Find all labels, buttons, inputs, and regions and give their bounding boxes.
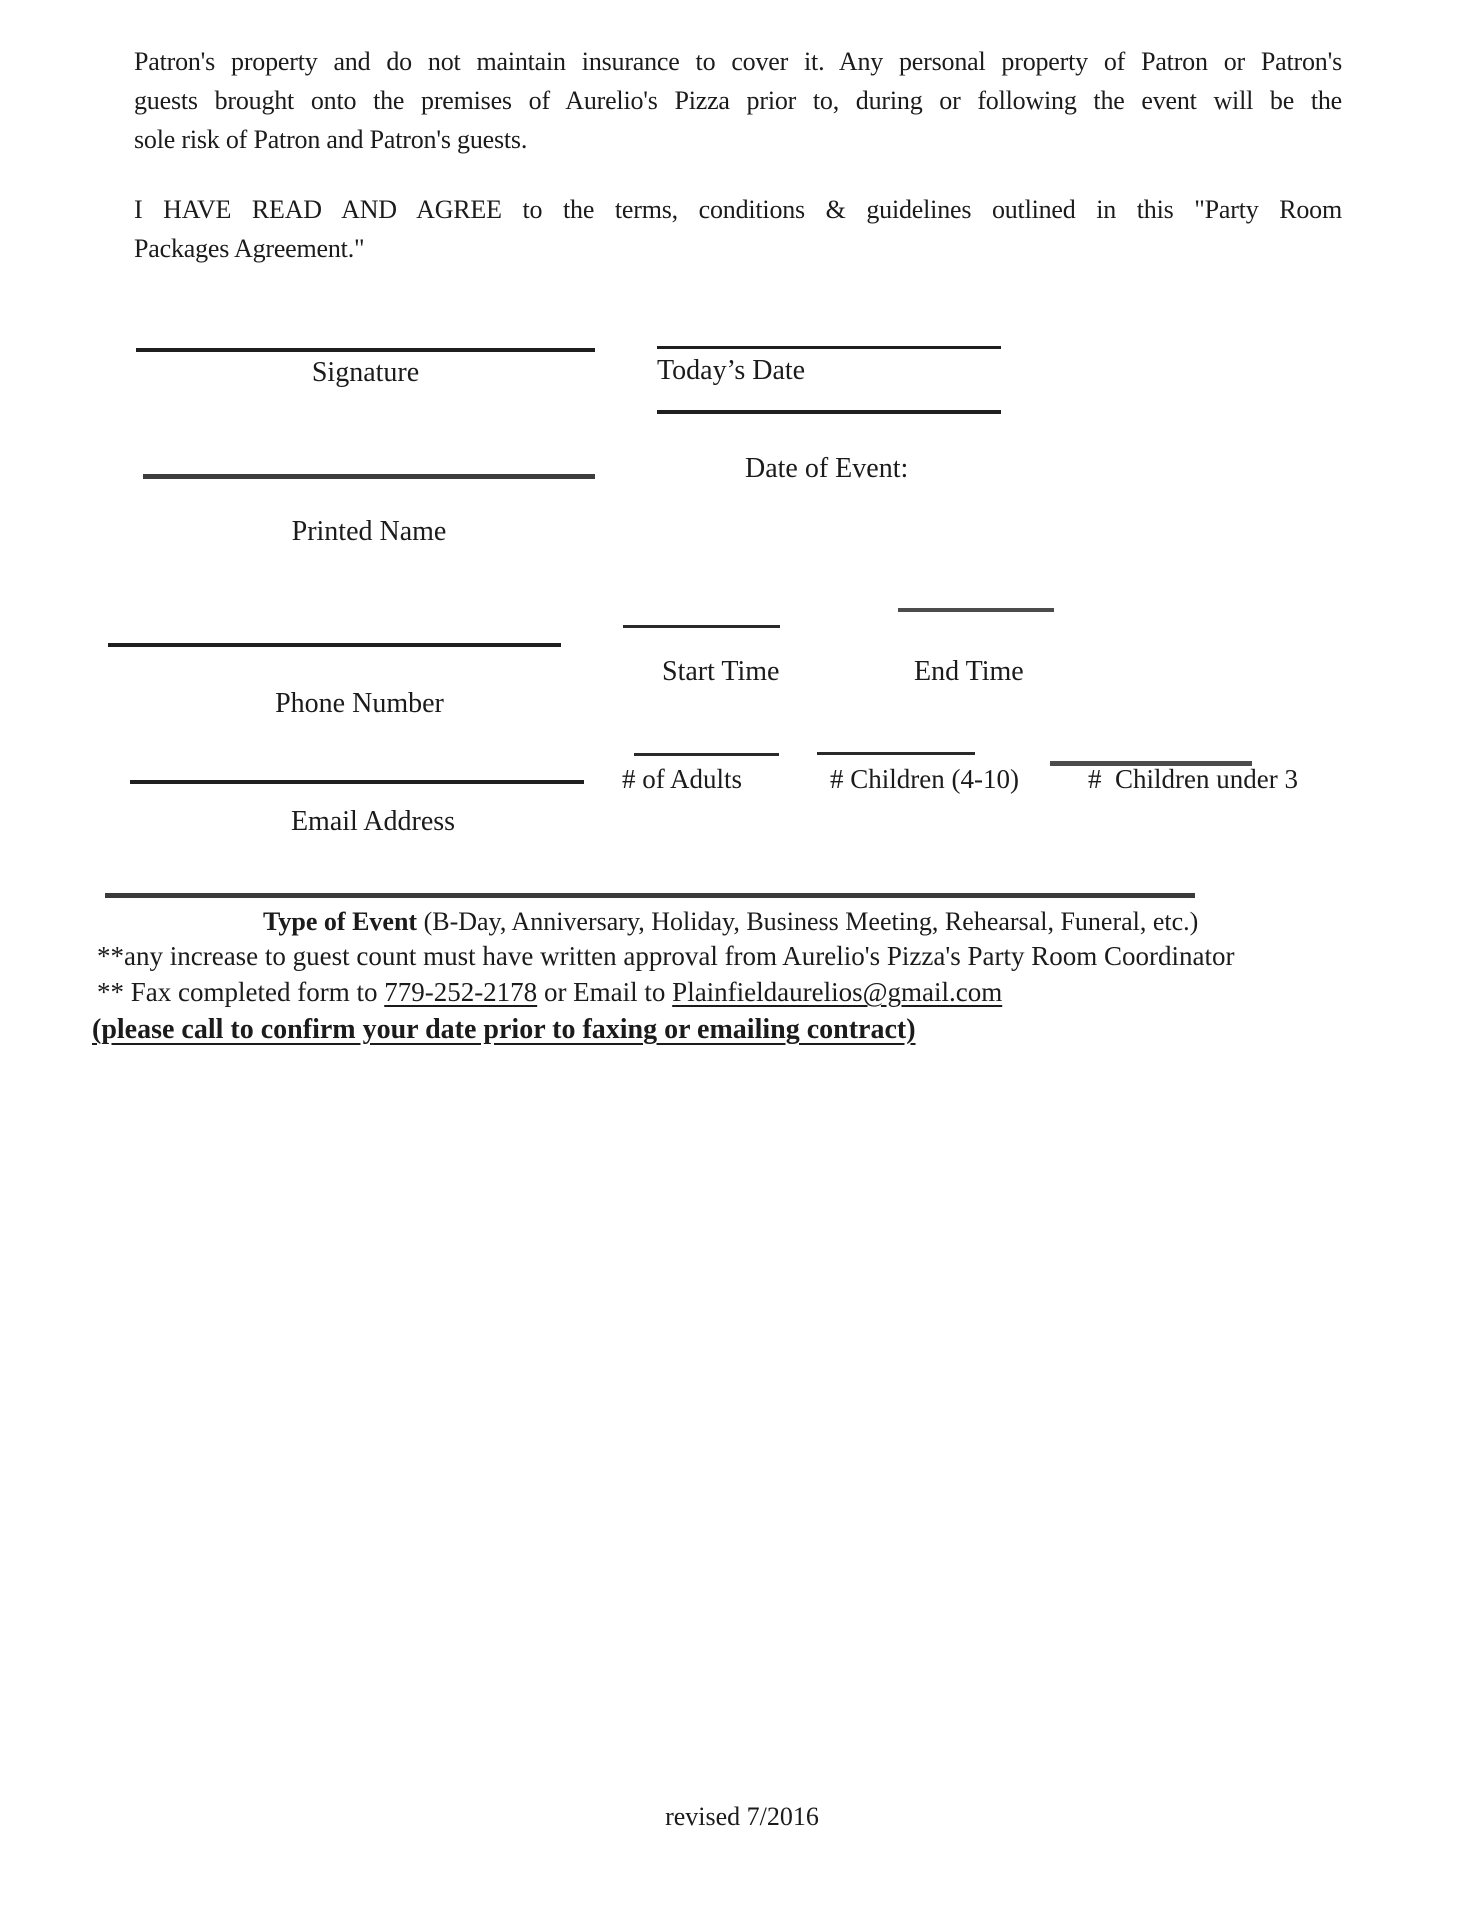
paragraph-line: guests brought onto the premises of Aurelio's Pizza prior to, during or following the event will be the — [134, 86, 1342, 115]
type-of-event-caption — [263, 907, 1198, 937]
fax-number: 779-252-2178 — [384, 977, 538, 1007]
num-children-label: # Children (4-10) — [830, 764, 1019, 794]
todays-date-label: Today’s Date — [657, 355, 806, 386]
date-of-event-label: Date of Event: — [745, 453, 909, 484]
fax-email-instructions-note — [97, 977, 1002, 1008]
type-of-event-label: Type of Event — [263, 907, 418, 936]
date-of-event-blank-line — [657, 410, 1001, 414]
start-time-label: Start Time — [662, 656, 780, 687]
type-of-event-blank-line — [105, 893, 1195, 898]
revision-footer: revised 7/2016 — [665, 1802, 819, 1831]
printed-name-label: Printed Name — [291, 516, 447, 547]
type-of-event-examples: (B-Day, Anniversary, Holiday, Business Meeting, Rehearsal, Funeral, etc.) — [417, 907, 1199, 936]
guest-count-approval-note: **any increase to guest count must have written approval from Aurelio's Pizza's Party Room Coordinator — [97, 941, 1235, 971]
insurance-disclaimer-paragraph — [134, 42, 1342, 159]
paragraph-line: Patron's property and do not maintain insurance to cover it. Any personal property of Patron or Patron's — [134, 47, 1342, 76]
phone-number-label: Phone Number — [275, 688, 444, 719]
printed-name-blank-line — [143, 474, 595, 479]
signature-blank-line — [136, 348, 595, 352]
start-time-blank-line — [623, 625, 780, 628]
agreement-statement-paragraph — [134, 190, 1342, 268]
signature-label: Signature — [311, 357, 420, 388]
email-instruction-text: or Email to — [537, 977, 673, 1007]
paragraph-line: sole risk of Patron and Patron's guests. — [134, 125, 528, 154]
paragraph-line: Packages Agreement." — [134, 234, 365, 263]
fax-instruction-text: ** Fax completed form to — [97, 977, 385, 1007]
num-adults-blank-line — [634, 753, 779, 756]
paragraph-line: I HAVE READ AND AGREE to the terms, conditions & guidelines outlined in this "Party Room — [134, 195, 1342, 224]
todays-date-blank-line — [657, 346, 1001, 349]
end-time-label: End Time — [914, 656, 1024, 687]
confirm-date-warning-note: (please call to confirm your date prior to faxing or emailing contract) — [92, 1014, 916, 1045]
num-children-under3-label: # Children under 3 — [1088, 764, 1298, 794]
phone-number-blank-line — [108, 643, 561, 647]
num-adults-label: # of Adults — [622, 764, 743, 794]
num-children-blank-line — [817, 752, 975, 755]
email-address-blank-line — [130, 780, 584, 784]
email-address-label: Email Address — [290, 806, 456, 837]
contact-email-address: Plainfieldaurelios@gmail.com — [672, 977, 1003, 1007]
end-time-blank-line — [898, 608, 1054, 612]
